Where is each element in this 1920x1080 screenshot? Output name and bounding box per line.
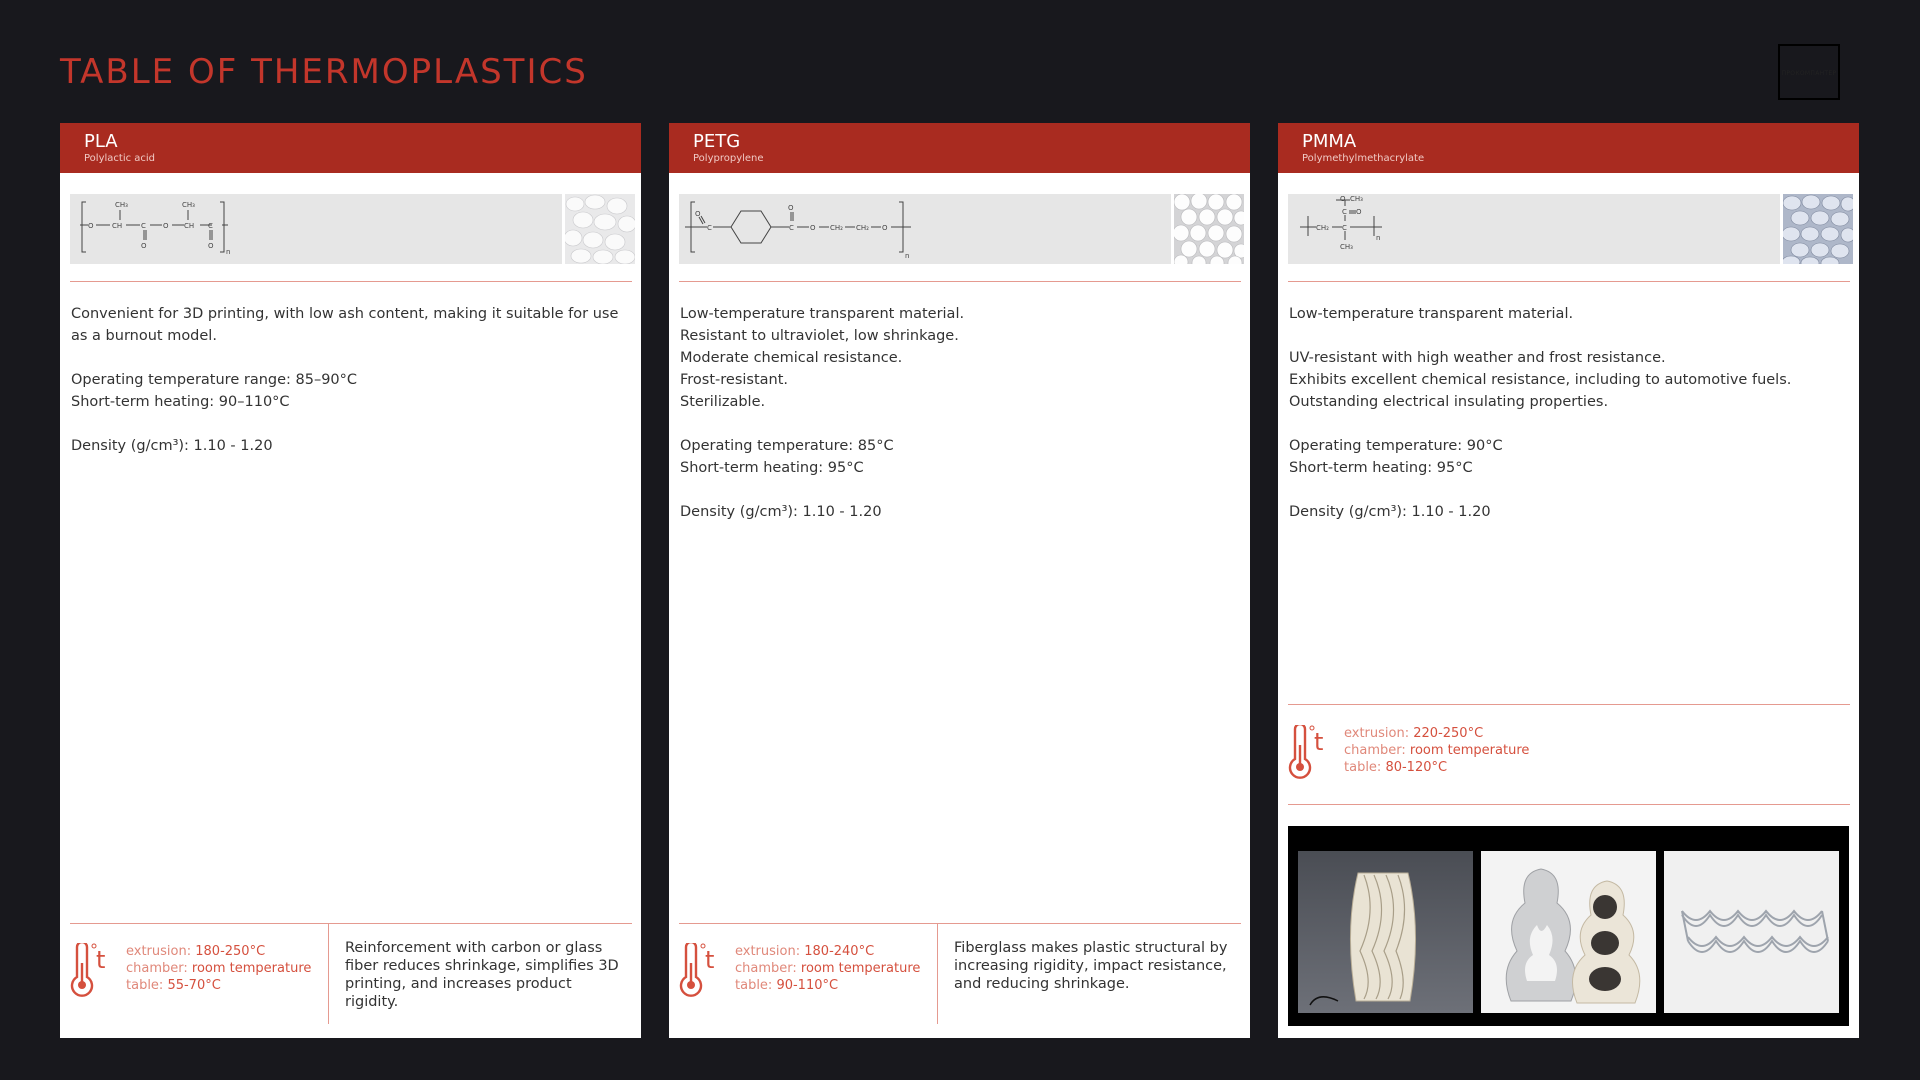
description-line — [1289, 325, 1849, 347]
svg-text:O: O — [882, 224, 888, 232]
table-value: 90-110°C — [776, 978, 839, 993]
description-line: Moderate chemical resistance. — [680, 350, 903, 366]
material-description — [1289, 303, 1849, 523]
thermometer-icon — [679, 943, 723, 999]
page-title: TABLE OF THERMOPLASTICS — [60, 52, 588, 92]
divider — [1288, 804, 1850, 805]
description-line — [71, 413, 631, 435]
description-line — [1289, 479, 1849, 501]
description-line: Short-term heating: 90–110°C — [71, 394, 290, 410]
temperature-values — [1344, 725, 1529, 776]
reinforcement-note: Fiberglass makes plastic structural by increasing rigidity, impact resistance, and reducing shrinkage. — [954, 940, 1228, 992]
table-value: 55-70°C — [167, 978, 221, 993]
vertical-divider — [937, 924, 938, 1024]
extrusion-value: 220-250°C — [1413, 726, 1484, 741]
description-line: Operating temperature range: 85–90°C — [71, 372, 358, 388]
description-line: Convenient for 3D printing, with low ash content, making it suitable for use as a burnout model. — [71, 306, 619, 344]
description-line: Density (g/cm³): 1.10 - 1.20 — [680, 504, 882, 520]
description-line: Operating temperature: 90°C — [1289, 438, 1503, 454]
svg-text:n: n — [226, 248, 231, 256]
description-line: Outstanding electrical insulating properties. — [1289, 394, 1609, 410]
chamber-value: room temperature — [1409, 743, 1530, 758]
extrusion-label: extrusion: — [735, 944, 801, 959]
table-label: table: — [735, 978, 773, 993]
svg-text:CH₃: CH₃ — [115, 201, 128, 209]
card-header — [60, 123, 641, 173]
material-card-pla — [60, 123, 641, 1038]
svg-text:CH₃: CH₃ — [1350, 195, 1363, 203]
thermometer-icon — [70, 943, 114, 999]
description-line: Low-temperature transparent material. — [1289, 306, 1574, 322]
divider — [70, 923, 632, 924]
material-name: PMMA — [1302, 131, 1357, 152]
chemical-formula-diagram — [70, 194, 562, 264]
material-card-petg — [669, 123, 1250, 1038]
svg-text:O: O — [810, 224, 816, 232]
print-photo-bottle-rack — [1664, 851, 1839, 1013]
svg-text:O: O — [208, 242, 214, 250]
logo-text: ПРОКОМПАНТЕР — [1781, 70, 1837, 77]
description-line: Low-temperature transparent material. — [680, 306, 965, 322]
svg-text:C: C — [789, 224, 794, 232]
svg-text:C: C — [1342, 208, 1347, 216]
svg-text:C: C — [707, 224, 712, 232]
svg-text:t: t — [96, 946, 106, 974]
formula-row — [679, 194, 1241, 264]
material-full-name: Polypropylene — [693, 153, 764, 164]
reinforcement-note: Reinforcement with carbon or glass fiber reduces shrinkage, simplifies 3D printing, and increases product rigidity. — [345, 940, 619, 1010]
svg-text:n: n — [905, 252, 910, 260]
formula-row — [1288, 194, 1850, 264]
description-line: Exhibits excellent chemical resistance, including to automotive fuels. — [1289, 372, 1792, 388]
svg-text:O: O — [1340, 195, 1346, 203]
temperature-values — [126, 943, 311, 994]
svg-text:O: O — [88, 222, 94, 230]
extrusion-label: extrusion: — [126, 944, 192, 959]
svg-text:t: t — [705, 946, 715, 974]
svg-text:O: O — [1356, 208, 1362, 216]
card-header — [1278, 123, 1859, 173]
temperature-values — [735, 943, 920, 994]
material-name: PETG — [693, 131, 741, 152]
svg-text:CH₃: CH₃ — [1340, 243, 1353, 251]
svg-text:C: C — [141, 222, 146, 230]
card-header — [669, 123, 1250, 173]
svg-text:O: O — [788, 204, 794, 212]
description-line: Sterilizable. — [680, 394, 766, 410]
chamber-label: chamber: — [126, 961, 188, 976]
svg-text:C: C — [208, 222, 213, 230]
extrusion-value: 180-250°C — [195, 944, 266, 959]
thermometer-icon — [1288, 725, 1332, 781]
table-label: table: — [126, 978, 164, 993]
print-photo-figures — [1481, 851, 1656, 1013]
svg-text:O: O — [163, 222, 169, 230]
svg-text:t: t — [1314, 728, 1324, 756]
material-description — [71, 303, 631, 457]
material-card-pmma — [1278, 123, 1859, 1038]
description-line: Resistant to ultraviolet, low shrinkage. — [680, 328, 959, 344]
description-line: Short-term heating: 95°C — [1289, 460, 1473, 476]
svg-text:O: O — [141, 242, 147, 250]
divider — [1288, 704, 1850, 705]
description-line: Operating temperature: 85°C — [680, 438, 894, 454]
extrusion-value: 180-240°C — [804, 944, 875, 959]
chamber-value: room temperature — [800, 961, 921, 976]
table-value: 80-120°C — [1385, 760, 1448, 775]
extrusion-label: extrusion: — [1344, 726, 1410, 741]
material-full-name: Polylactic acid — [84, 153, 156, 164]
chamber-label: chamber: — [1344, 743, 1406, 758]
description-line: Short-term heating: 95°C — [680, 460, 864, 476]
divider — [679, 923, 1241, 924]
svg-text:CH₂: CH₂ — [1316, 224, 1329, 232]
brand-logo-icon[interactable] — [1778, 44, 1840, 100]
description-line — [680, 413, 1240, 435]
vertical-divider — [328, 924, 329, 1024]
description-line: UV-resistant with high weather and frost resistance. — [1289, 350, 1666, 366]
description-line: Density (g/cm³): 1.10 - 1.20 — [71, 438, 273, 454]
svg-text:O: O — [695, 210, 701, 218]
svg-text:n: n — [1376, 234, 1381, 242]
description-line: Density (g/cm³): 1.10 - 1.20 — [1289, 504, 1491, 520]
svg-text:CH: CH — [112, 222, 123, 230]
svg-text:C: C — [1342, 224, 1347, 232]
description-line — [71, 347, 631, 369]
table-label: table: — [1344, 760, 1382, 775]
svg-text:CH₂: CH₂ — [856, 224, 869, 232]
chamber-label: chamber: — [735, 961, 797, 976]
description-line — [1289, 413, 1849, 435]
divider — [70, 281, 632, 282]
svg-text:CH: CH — [184, 222, 195, 230]
chemical-formula-diagram — [679, 194, 1171, 264]
description-line — [680, 479, 1240, 501]
divider — [679, 281, 1241, 282]
material-full-name: Polymethylmethacrylate — [1302, 153, 1425, 164]
material-description — [680, 303, 1240, 523]
material-name: PLA — [84, 131, 118, 152]
chamber-value: room temperature — [191, 961, 312, 976]
description-line: Frost-resistant. — [680, 372, 789, 388]
svg-text:CH₂: CH₂ — [830, 224, 843, 232]
print-photo-vase — [1298, 851, 1473, 1013]
divider — [1288, 281, 1850, 282]
material-sample-photo — [1174, 194, 1244, 264]
chemical-formula-diagram — [1288, 194, 1780, 264]
material-sample-photo — [1783, 194, 1853, 264]
svg-text:CH₃: CH₃ — [182, 201, 195, 209]
formula-row — [70, 194, 632, 264]
material-sample-photo — [565, 194, 635, 264]
example-prints-gallery — [1288, 826, 1849, 1026]
